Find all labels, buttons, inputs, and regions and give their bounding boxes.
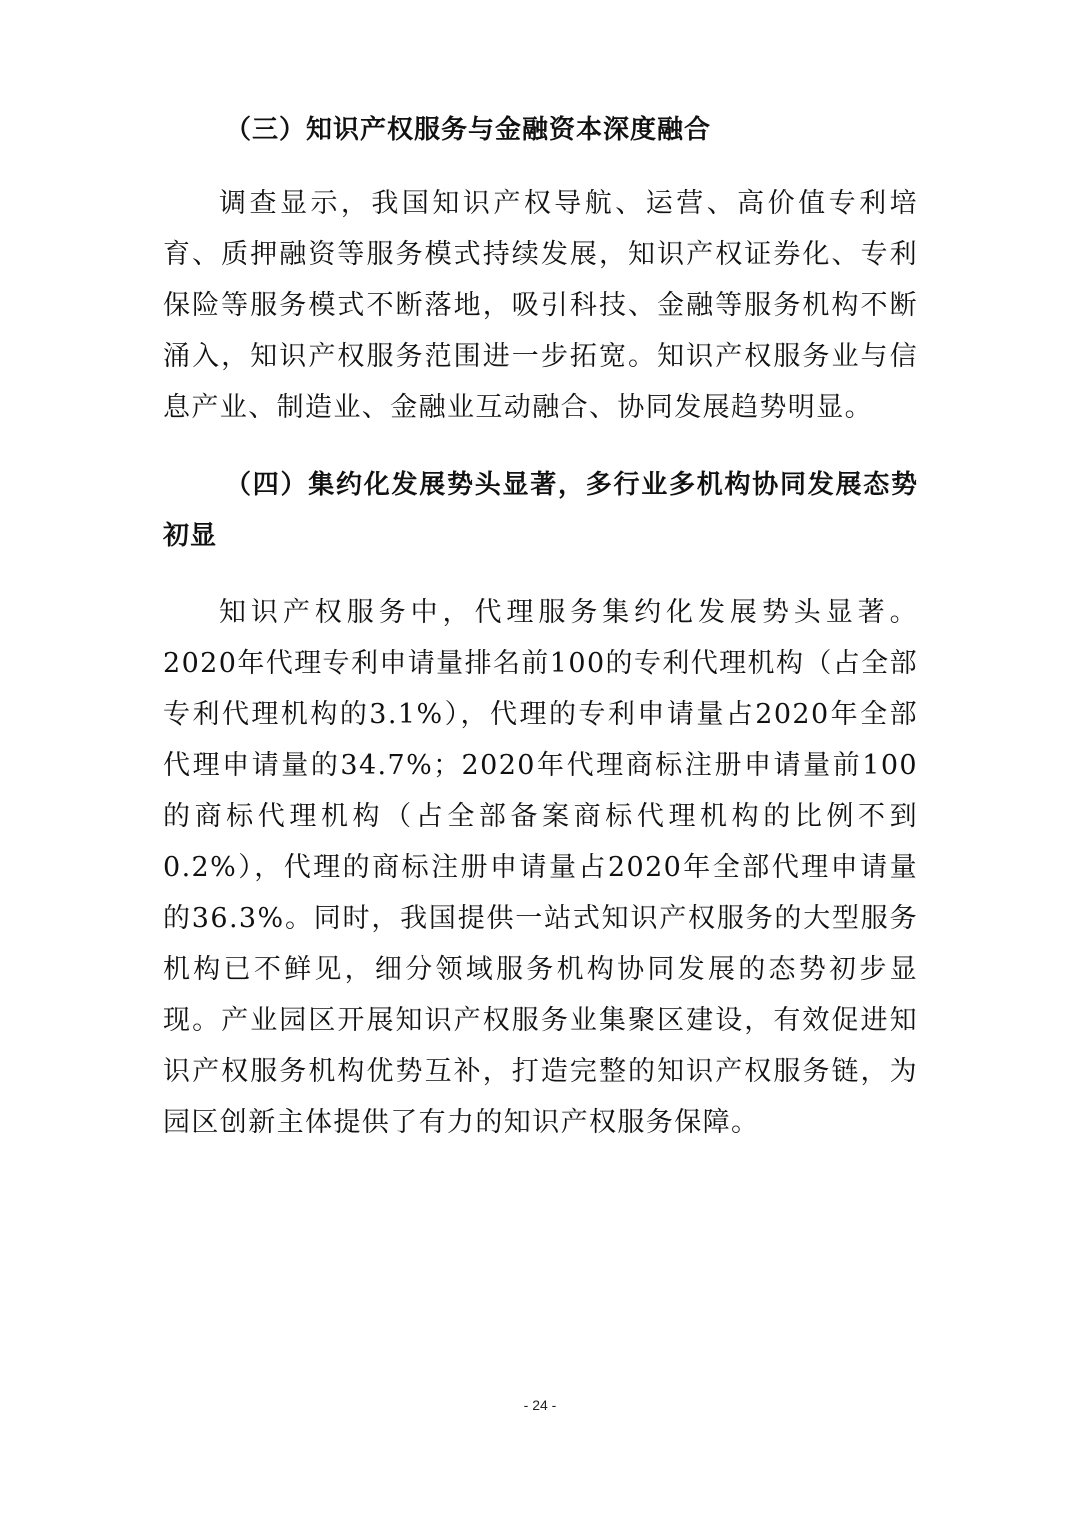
- paragraph-concentration: 知识产权服务中，代理服务集约化发展势头显著。2020年代理专利申请量排名前100的专利代理机构（占全部专利代理机构的3.1%），代理的专利申请量占2020年全部代理申请量的34.7%；2020年代理商标注册申请量前100的商标代理机构（占全部备案商标代理机构的比例不到0.2%），代理的商标注册申请量占2020年全部代理申请量的36.3%。同时，我国提供一站式知识产权服务的大型服务机构已不鲜见，细分领域服务机构协同发展的态势初步显现。产业园区开展知识产权服务业集聚区建设，有效促进知识产权服务机构优势互补，打造完整的知识产权服务链，为园区创新主体提供了有力的知识产权服务保障。: [163, 597, 918, 1138]
- section-heading-3: （三）知识产权服务与金融资本深度融合: [225, 115, 712, 145]
- document-body: [163, 105, 918, 1148]
- page-number: - 24 -: [523, 1397, 557, 1413]
- section-heading-4: （四）集约化发展势头显著，多行业多机构协同发展态势初显: [163, 470, 918, 551]
- paragraph-finance-integration: 调查显示，我国知识产权导航、运营、高价值专利培育、质押融资等服务模式持续发展，知识产权证券化、专利保险等服务模式不断落地，吸引科技、金融等服务机构不断涌入，知识产权服务范围进一步拓宽。知识产权服务业与信息产业、制造业、金融业互动融合、协同发展趋势明显。: [163, 188, 918, 423]
